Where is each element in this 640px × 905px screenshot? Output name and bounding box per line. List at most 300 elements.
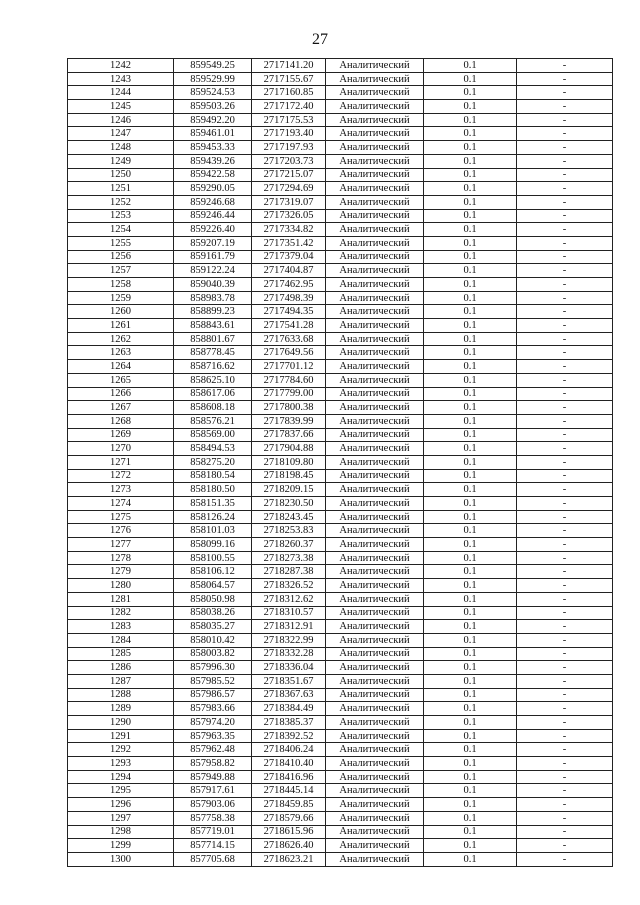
accuracy-cell: 0.1 xyxy=(424,250,517,264)
method-cell: Аналитический xyxy=(326,373,424,387)
accuracy-cell: 0.1 xyxy=(424,811,517,825)
point-number-cell: 1247 xyxy=(68,127,174,141)
point-number-cell: 1255 xyxy=(68,236,174,250)
table-row xyxy=(68,716,613,730)
point-number-cell: 1272 xyxy=(68,469,174,483)
point-number-cell: 1268 xyxy=(68,414,174,428)
x-coordinate-cell: 858983.78 xyxy=(174,291,252,305)
y-coordinate-cell: 2718209.15 xyxy=(252,483,326,497)
x-coordinate-cell: 857985.52 xyxy=(174,674,252,688)
note-cell: - xyxy=(517,743,613,757)
point-number-cell: 1294 xyxy=(68,770,174,784)
note-cell: - xyxy=(517,647,613,661)
x-coordinate-cell: 858003.82 xyxy=(174,647,252,661)
table-row xyxy=(68,223,613,237)
note-cell: - xyxy=(517,168,613,182)
method-cell: Аналитический xyxy=(326,579,424,593)
x-coordinate-cell: 858101.03 xyxy=(174,524,252,538)
table-row xyxy=(68,852,613,866)
table-row xyxy=(68,182,613,196)
point-number-cell: 1252 xyxy=(68,195,174,209)
y-coordinate-cell: 2718459.85 xyxy=(252,798,326,812)
y-coordinate-cell: 2718406.24 xyxy=(252,743,326,757)
accuracy-cell: 0.1 xyxy=(424,168,517,182)
point-number-cell: 1263 xyxy=(68,346,174,360)
method-cell: Аналитический xyxy=(326,59,424,73)
table-row xyxy=(68,743,613,757)
point-number-cell: 1261 xyxy=(68,319,174,333)
x-coordinate-cell: 858064.57 xyxy=(174,579,252,593)
accuracy-cell: 0.1 xyxy=(424,236,517,250)
coordinates-table xyxy=(67,58,613,867)
note-cell: - xyxy=(517,606,613,620)
accuracy-cell: 0.1 xyxy=(424,59,517,73)
note-cell: - xyxy=(517,127,613,141)
note-cell: - xyxy=(517,579,613,593)
table-row xyxy=(68,633,613,647)
accuracy-cell: 0.1 xyxy=(424,346,517,360)
method-cell: Аналитический xyxy=(326,825,424,839)
x-coordinate-cell: 858180.54 xyxy=(174,469,252,483)
accuracy-cell: 0.1 xyxy=(424,716,517,730)
accuracy-cell: 0.1 xyxy=(424,223,517,237)
table-row xyxy=(68,839,613,853)
method-cell: Аналитический xyxy=(326,154,424,168)
note-cell: - xyxy=(517,387,613,401)
y-coordinate-cell: 2717404.87 xyxy=(252,264,326,278)
method-cell: Аналитический xyxy=(326,264,424,278)
accuracy-cell: 0.1 xyxy=(424,264,517,278)
accuracy-cell: 0.1 xyxy=(424,551,517,565)
x-coordinate-cell: 858716.62 xyxy=(174,360,252,374)
table-row xyxy=(68,100,613,114)
x-coordinate-cell: 859439.26 xyxy=(174,154,252,168)
y-coordinate-cell: 2718336.04 xyxy=(252,661,326,675)
y-coordinate-cell: 2718260.37 xyxy=(252,538,326,552)
accuracy-cell: 0.1 xyxy=(424,592,517,606)
y-coordinate-cell: 2718410.40 xyxy=(252,757,326,771)
note-cell: - xyxy=(517,592,613,606)
y-coordinate-cell: 2718615.96 xyxy=(252,825,326,839)
point-number-cell: 1293 xyxy=(68,757,174,771)
accuracy-cell: 0.1 xyxy=(424,86,517,100)
method-cell: Аналитический xyxy=(326,195,424,209)
y-coordinate-cell: 2717155.67 xyxy=(252,72,326,86)
table-row xyxy=(68,168,613,182)
method-cell: Аналитический xyxy=(326,729,424,743)
y-coordinate-cell: 2718392.52 xyxy=(252,729,326,743)
accuracy-cell: 0.1 xyxy=(424,469,517,483)
x-coordinate-cell: 859040.39 xyxy=(174,278,252,292)
table-row xyxy=(68,319,613,333)
point-number-cell: 1276 xyxy=(68,524,174,538)
method-cell: Аналитический xyxy=(326,141,424,155)
point-number-cell: 1288 xyxy=(68,688,174,702)
accuracy-cell: 0.1 xyxy=(424,332,517,346)
point-number-cell: 1292 xyxy=(68,743,174,757)
note-cell: - xyxy=(517,565,613,579)
y-coordinate-cell: 2718230.50 xyxy=(252,497,326,511)
table-row xyxy=(68,401,613,415)
method-cell: Аналитический xyxy=(326,770,424,784)
note-cell: - xyxy=(517,59,613,73)
x-coordinate-cell: 859246.68 xyxy=(174,195,252,209)
table-row xyxy=(68,414,613,428)
page-number: 27 xyxy=(312,31,328,48)
table-row xyxy=(68,346,613,360)
method-cell: Аналитический xyxy=(326,223,424,237)
accuracy-cell: 0.1 xyxy=(424,620,517,634)
method-cell: Аналитический xyxy=(326,852,424,866)
table-row xyxy=(68,442,613,456)
note-cell: - xyxy=(517,674,613,688)
x-coordinate-cell: 858099.16 xyxy=(174,538,252,552)
method-cell: Аналитический xyxy=(326,661,424,675)
table-row xyxy=(68,510,613,524)
accuracy-cell: 0.1 xyxy=(424,702,517,716)
note-cell: - xyxy=(517,428,613,442)
point-number-cell: 1284 xyxy=(68,633,174,647)
method-cell: Аналитический xyxy=(326,538,424,552)
note-cell: - xyxy=(517,633,613,647)
accuracy-cell: 0.1 xyxy=(424,127,517,141)
table-row xyxy=(68,236,613,250)
accuracy-cell: 0.1 xyxy=(424,141,517,155)
note-cell: - xyxy=(517,278,613,292)
accuracy-cell: 0.1 xyxy=(424,72,517,86)
accuracy-cell: 0.1 xyxy=(424,319,517,333)
x-coordinate-cell: 858100.55 xyxy=(174,551,252,565)
y-coordinate-cell: 2717633.68 xyxy=(252,332,326,346)
table-row xyxy=(68,497,613,511)
note-cell: - xyxy=(517,784,613,798)
y-coordinate-cell: 2718623.21 xyxy=(252,852,326,866)
y-coordinate-cell: 2717839.99 xyxy=(252,414,326,428)
accuracy-cell: 0.1 xyxy=(424,483,517,497)
method-cell: Аналитический xyxy=(326,278,424,292)
accuracy-cell: 0.1 xyxy=(424,688,517,702)
y-coordinate-cell: 2718332.28 xyxy=(252,647,326,661)
method-cell: Аналитический xyxy=(326,811,424,825)
x-coordinate-cell: 859524.53 xyxy=(174,86,252,100)
method-cell: Аналитический xyxy=(326,524,424,538)
y-coordinate-cell: 2718310.57 xyxy=(252,606,326,620)
x-coordinate-cell: 858180.50 xyxy=(174,483,252,497)
x-coordinate-cell: 857903.06 xyxy=(174,798,252,812)
table-row xyxy=(68,428,613,442)
x-coordinate-cell: 857917.61 xyxy=(174,784,252,798)
table-row xyxy=(68,250,613,264)
y-coordinate-cell: 2717141.20 xyxy=(252,59,326,73)
y-coordinate-cell: 2717541.28 xyxy=(252,319,326,333)
point-number-cell: 1260 xyxy=(68,305,174,319)
y-coordinate-cell: 2718367.63 xyxy=(252,688,326,702)
x-coordinate-cell: 859246.44 xyxy=(174,209,252,223)
note-cell: - xyxy=(517,716,613,730)
x-coordinate-cell: 858899.23 xyxy=(174,305,252,319)
note-cell: - xyxy=(517,729,613,743)
x-coordinate-cell: 857758.38 xyxy=(174,811,252,825)
method-cell: Аналитический xyxy=(326,428,424,442)
method-cell: Аналитический xyxy=(326,620,424,634)
note-cell: - xyxy=(517,72,613,86)
method-cell: Аналитический xyxy=(326,291,424,305)
method-cell: Аналитический xyxy=(326,510,424,524)
point-number-cell: 1279 xyxy=(68,565,174,579)
y-coordinate-cell: 2717351.42 xyxy=(252,236,326,250)
y-coordinate-cell: 2718626.40 xyxy=(252,839,326,853)
accuracy-cell: 0.1 xyxy=(424,100,517,114)
note-cell: - xyxy=(517,839,613,853)
note-cell: - xyxy=(517,195,613,209)
x-coordinate-cell: 858010.42 xyxy=(174,633,252,647)
accuracy-cell: 0.1 xyxy=(424,606,517,620)
x-coordinate-cell: 857974.20 xyxy=(174,716,252,730)
accuracy-cell: 0.1 xyxy=(424,401,517,415)
note-cell: - xyxy=(517,538,613,552)
note-cell: - xyxy=(517,524,613,538)
accuracy-cell: 0.1 xyxy=(424,524,517,538)
note-cell: - xyxy=(517,373,613,387)
point-number-cell: 1277 xyxy=(68,538,174,552)
table-row xyxy=(68,770,613,784)
method-cell: Аналитический xyxy=(326,497,424,511)
method-cell: Аналитический xyxy=(326,182,424,196)
y-coordinate-cell: 2718253.83 xyxy=(252,524,326,538)
method-cell: Аналитический xyxy=(326,360,424,374)
x-coordinate-cell: 859161.79 xyxy=(174,250,252,264)
note-cell: - xyxy=(517,483,613,497)
table-row xyxy=(68,688,613,702)
note-cell: - xyxy=(517,811,613,825)
point-number-cell: 1269 xyxy=(68,428,174,442)
accuracy-cell: 0.1 xyxy=(424,497,517,511)
table-row xyxy=(68,195,613,209)
x-coordinate-cell: 858617.06 xyxy=(174,387,252,401)
accuracy-cell: 0.1 xyxy=(424,182,517,196)
x-coordinate-cell: 857705.68 xyxy=(174,852,252,866)
point-number-cell: 1251 xyxy=(68,182,174,196)
point-number-cell: 1297 xyxy=(68,811,174,825)
table-row xyxy=(68,592,613,606)
point-number-cell: 1248 xyxy=(68,141,174,155)
table-row xyxy=(68,387,613,401)
x-coordinate-cell: 857719.01 xyxy=(174,825,252,839)
point-number-cell: 1257 xyxy=(68,264,174,278)
y-coordinate-cell: 2717904.88 xyxy=(252,442,326,456)
accuracy-cell: 0.1 xyxy=(424,661,517,675)
y-coordinate-cell: 2717319.07 xyxy=(252,195,326,209)
method-cell: Аналитический xyxy=(326,168,424,182)
x-coordinate-cell: 859226.40 xyxy=(174,223,252,237)
table-row xyxy=(68,455,613,469)
point-number-cell: 1249 xyxy=(68,154,174,168)
accuracy-cell: 0.1 xyxy=(424,305,517,319)
y-coordinate-cell: 2717175.53 xyxy=(252,113,326,127)
x-coordinate-cell: 859290.05 xyxy=(174,182,252,196)
accuracy-cell: 0.1 xyxy=(424,784,517,798)
point-number-cell: 1256 xyxy=(68,250,174,264)
method-cell: Аналитический xyxy=(326,469,424,483)
point-number-cell: 1295 xyxy=(68,784,174,798)
y-coordinate-cell: 2717326.05 xyxy=(252,209,326,223)
point-number-cell: 1243 xyxy=(68,72,174,86)
note-cell: - xyxy=(517,264,613,278)
accuracy-cell: 0.1 xyxy=(424,538,517,552)
method-cell: Аналитический xyxy=(326,332,424,346)
note-cell: - xyxy=(517,661,613,675)
method-cell: Аналитический xyxy=(326,209,424,223)
accuracy-cell: 0.1 xyxy=(424,825,517,839)
note-cell: - xyxy=(517,86,613,100)
x-coordinate-cell: 858038.26 xyxy=(174,606,252,620)
x-coordinate-cell: 857996.30 xyxy=(174,661,252,675)
x-coordinate-cell: 858106.12 xyxy=(174,565,252,579)
table-row xyxy=(68,305,613,319)
y-coordinate-cell: 2718322.99 xyxy=(252,633,326,647)
x-coordinate-cell: 858576.21 xyxy=(174,414,252,428)
y-coordinate-cell: 2718312.91 xyxy=(252,620,326,634)
x-coordinate-cell: 858843.61 xyxy=(174,319,252,333)
accuracy-cell: 0.1 xyxy=(424,373,517,387)
table-row xyxy=(68,811,613,825)
table-row xyxy=(68,373,613,387)
note-cell: - xyxy=(517,250,613,264)
accuracy-cell: 0.1 xyxy=(424,565,517,579)
method-cell: Аналитический xyxy=(326,414,424,428)
point-number-cell: 1300 xyxy=(68,852,174,866)
point-number-cell: 1286 xyxy=(68,661,174,675)
table-row xyxy=(68,86,613,100)
note-cell: - xyxy=(517,360,613,374)
note-cell: - xyxy=(517,510,613,524)
accuracy-cell: 0.1 xyxy=(424,647,517,661)
accuracy-cell: 0.1 xyxy=(424,428,517,442)
x-coordinate-cell: 857714.15 xyxy=(174,839,252,853)
table-row xyxy=(68,798,613,812)
accuracy-cell: 0.1 xyxy=(424,510,517,524)
x-coordinate-cell: 857963.35 xyxy=(174,729,252,743)
method-cell: Аналитический xyxy=(326,757,424,771)
accuracy-cell: 0.1 xyxy=(424,387,517,401)
accuracy-cell: 0.1 xyxy=(424,852,517,866)
point-number-cell: 1298 xyxy=(68,825,174,839)
y-coordinate-cell: 2717494.35 xyxy=(252,305,326,319)
method-cell: Аналитический xyxy=(326,346,424,360)
point-number-cell: 1267 xyxy=(68,401,174,415)
y-coordinate-cell: 2717215.07 xyxy=(252,168,326,182)
accuracy-cell: 0.1 xyxy=(424,113,517,127)
table-row xyxy=(68,702,613,716)
x-coordinate-cell: 857962.48 xyxy=(174,743,252,757)
method-cell: Аналитический xyxy=(326,674,424,688)
table-row xyxy=(68,291,613,305)
table-row xyxy=(68,154,613,168)
note-cell: - xyxy=(517,100,613,114)
point-number-cell: 1289 xyxy=(68,702,174,716)
accuracy-cell: 0.1 xyxy=(424,209,517,223)
accuracy-cell: 0.1 xyxy=(424,770,517,784)
table-row xyxy=(68,113,613,127)
y-coordinate-cell: 2717379.04 xyxy=(252,250,326,264)
point-number-cell: 1287 xyxy=(68,674,174,688)
x-coordinate-cell: 857983.66 xyxy=(174,702,252,716)
note-cell: - xyxy=(517,798,613,812)
point-number-cell: 1278 xyxy=(68,551,174,565)
point-number-cell: 1282 xyxy=(68,606,174,620)
table-row xyxy=(68,72,613,86)
note-cell: - xyxy=(517,702,613,716)
table-row xyxy=(68,127,613,141)
accuracy-cell: 0.1 xyxy=(424,579,517,593)
method-cell: Аналитический xyxy=(326,86,424,100)
note-cell: - xyxy=(517,319,613,333)
method-cell: Аналитический xyxy=(326,113,424,127)
x-coordinate-cell: 858126.24 xyxy=(174,510,252,524)
y-coordinate-cell: 2717701.12 xyxy=(252,360,326,374)
accuracy-cell: 0.1 xyxy=(424,195,517,209)
point-number-cell: 1262 xyxy=(68,332,174,346)
y-coordinate-cell: 2717462.95 xyxy=(252,278,326,292)
y-coordinate-cell: 2718445.14 xyxy=(252,784,326,798)
note-cell: - xyxy=(517,141,613,155)
method-cell: Аналитический xyxy=(326,565,424,579)
table-row xyxy=(68,264,613,278)
method-cell: Аналитический xyxy=(326,455,424,469)
accuracy-cell: 0.1 xyxy=(424,414,517,428)
x-coordinate-cell: 859549.25 xyxy=(174,59,252,73)
table-row xyxy=(68,483,613,497)
y-coordinate-cell: 2717498.39 xyxy=(252,291,326,305)
x-coordinate-cell: 857949.88 xyxy=(174,770,252,784)
table-row xyxy=(68,332,613,346)
y-coordinate-cell: 2718273.38 xyxy=(252,551,326,565)
y-coordinate-cell: 2718326.52 xyxy=(252,579,326,593)
method-cell: Аналитический xyxy=(326,100,424,114)
accuracy-cell: 0.1 xyxy=(424,455,517,469)
note-cell: - xyxy=(517,497,613,511)
y-coordinate-cell: 2718384.49 xyxy=(252,702,326,716)
method-cell: Аналитический xyxy=(326,401,424,415)
method-cell: Аналитический xyxy=(326,127,424,141)
note-cell: - xyxy=(517,346,613,360)
y-coordinate-cell: 2717294.69 xyxy=(252,182,326,196)
table-row xyxy=(68,674,613,688)
note-cell: - xyxy=(517,688,613,702)
table-row xyxy=(68,661,613,675)
point-number-cell: 1246 xyxy=(68,113,174,127)
x-coordinate-cell: 859492.20 xyxy=(174,113,252,127)
method-cell: Аналитический xyxy=(326,743,424,757)
note-cell: - xyxy=(517,291,613,305)
x-coordinate-cell: 858035.27 xyxy=(174,620,252,634)
point-number-cell: 1258 xyxy=(68,278,174,292)
point-number-cell: 1266 xyxy=(68,387,174,401)
y-coordinate-cell: 2718579.66 xyxy=(252,811,326,825)
point-number-cell: 1274 xyxy=(68,497,174,511)
note-cell: - xyxy=(517,209,613,223)
point-number-cell: 1259 xyxy=(68,291,174,305)
accuracy-cell: 0.1 xyxy=(424,839,517,853)
point-number-cell: 1265 xyxy=(68,373,174,387)
y-coordinate-cell: 2718416.96 xyxy=(252,770,326,784)
point-number-cell: 1290 xyxy=(68,716,174,730)
x-coordinate-cell: 858778.45 xyxy=(174,346,252,360)
method-cell: Аналитический xyxy=(326,551,424,565)
table-row xyxy=(68,565,613,579)
table-row xyxy=(68,551,613,565)
point-number-cell: 1271 xyxy=(68,455,174,469)
